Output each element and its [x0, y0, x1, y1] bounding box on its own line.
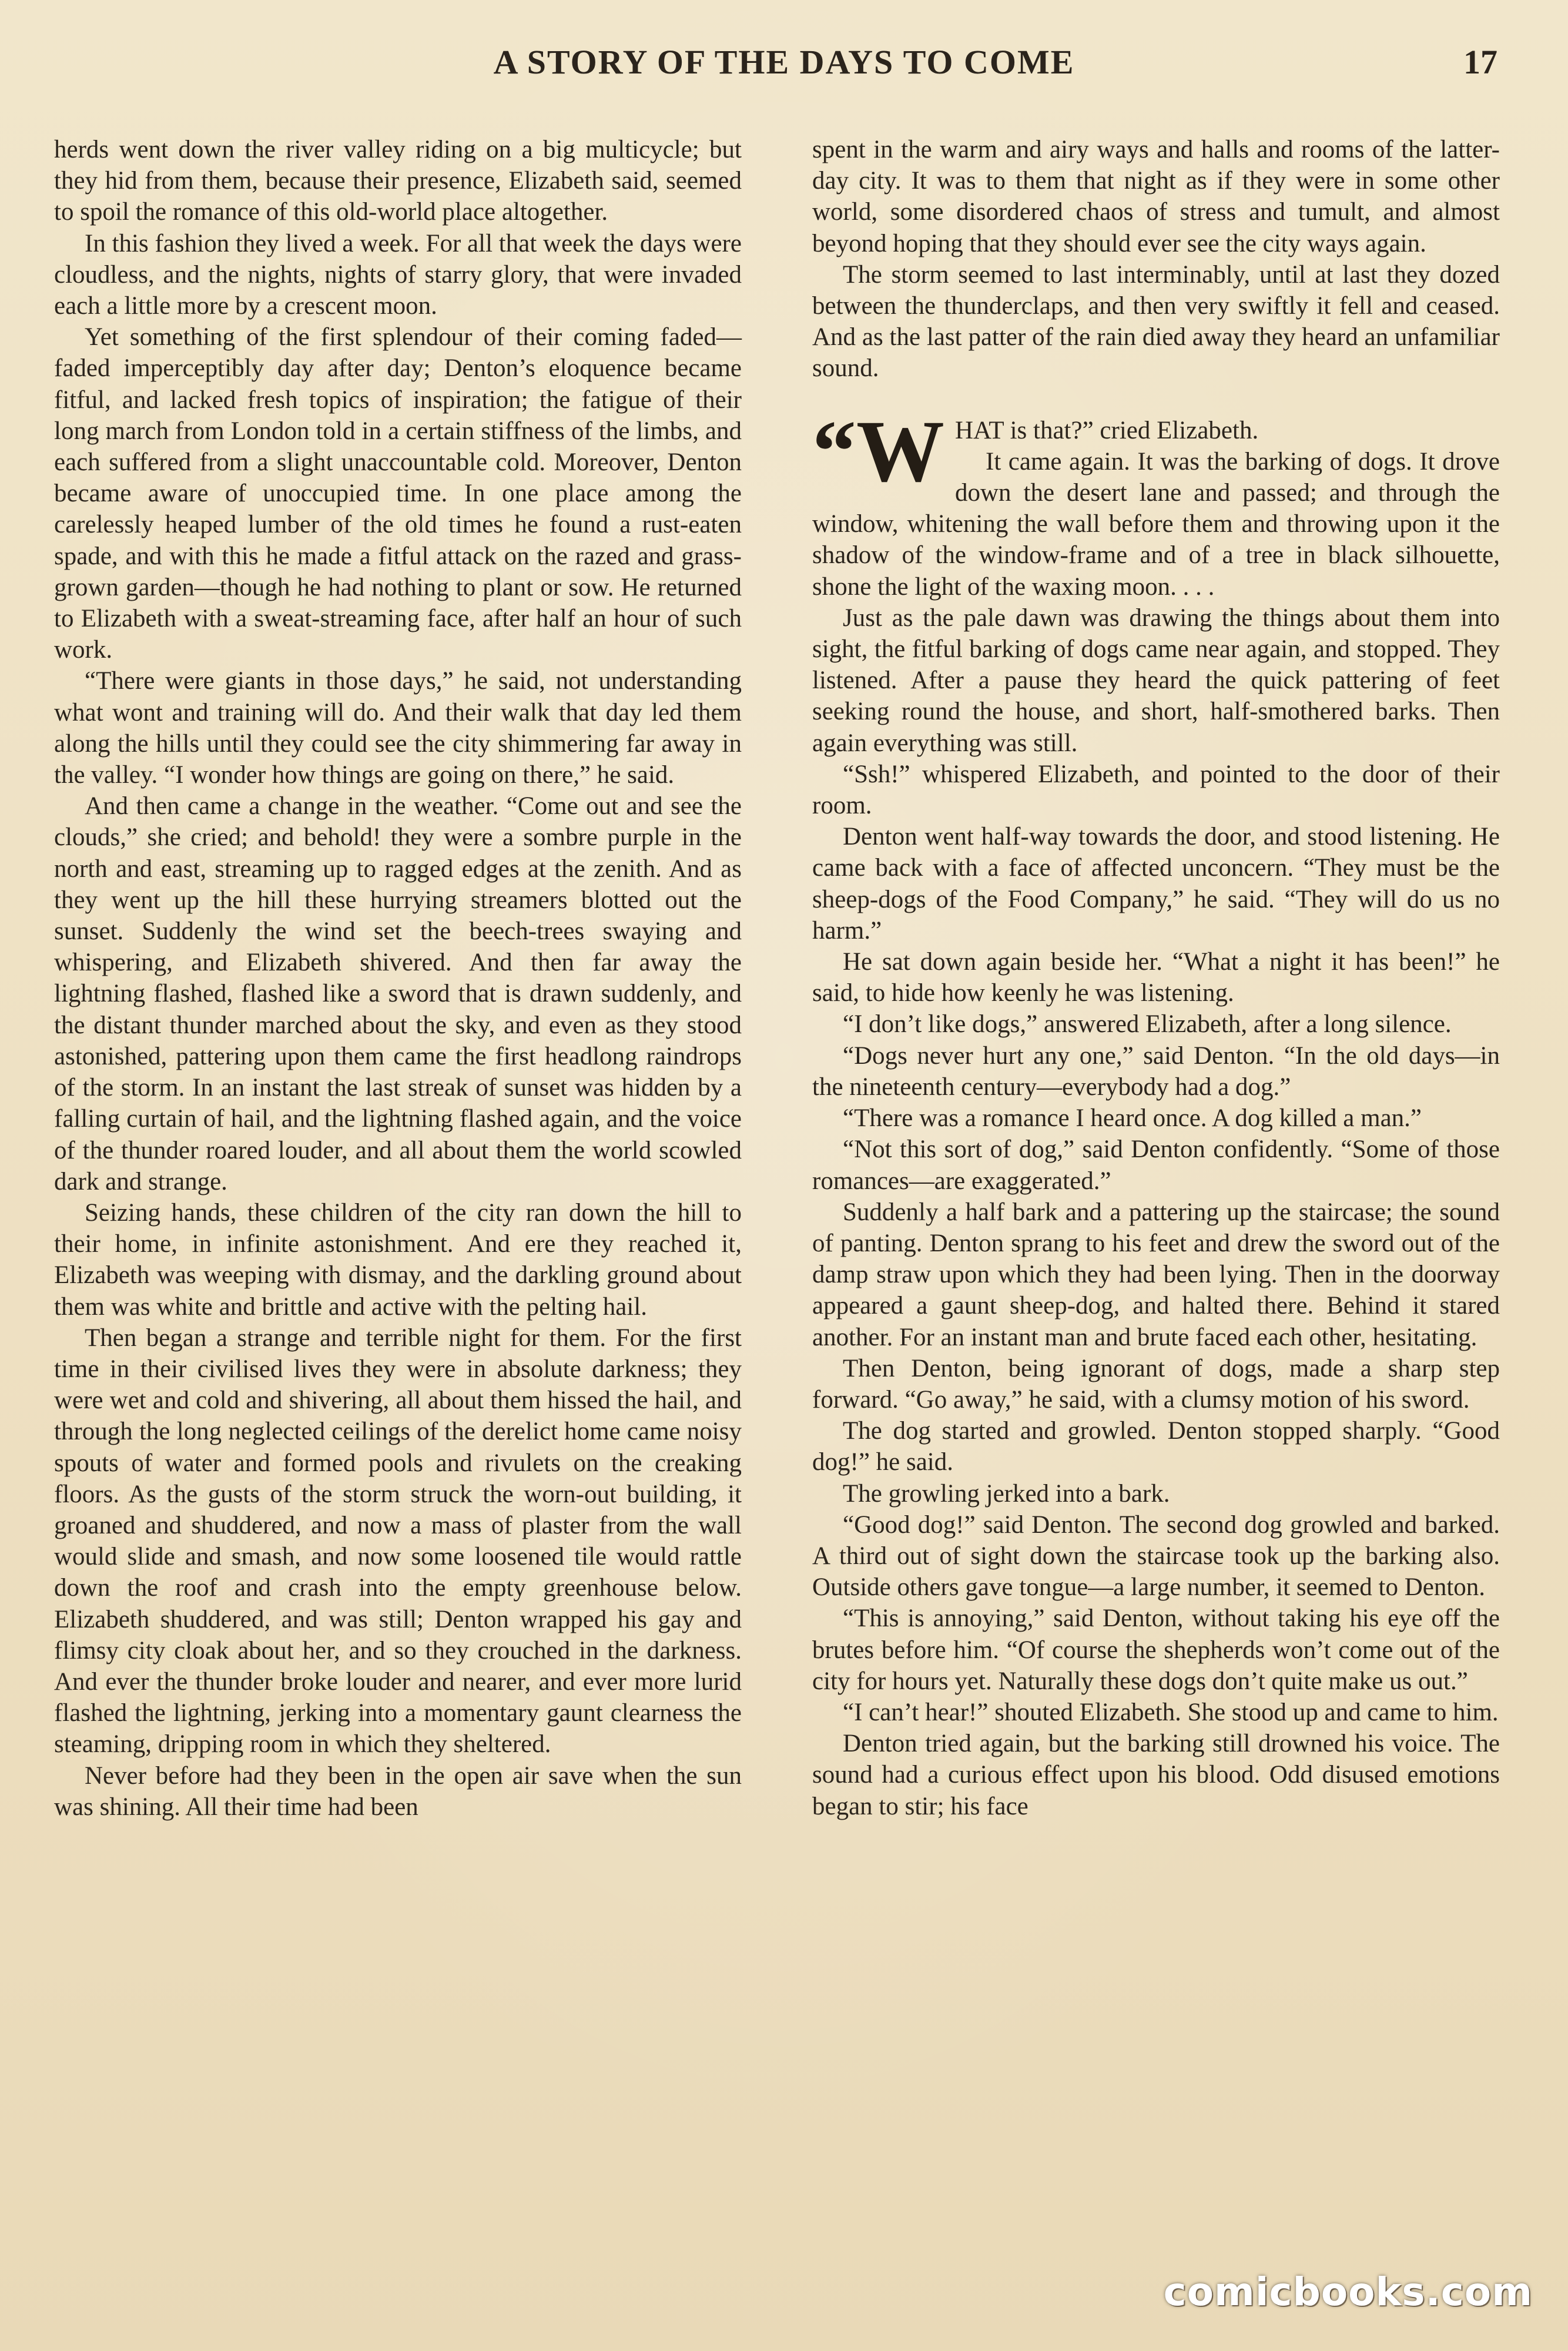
left-column	[54, 134, 742, 1823]
paragraph: Seizing hands, these children of the city ran down the hill to their home, in infinite astonishment. And ere they reached it, Elizabeth was weeping with dismay, and the darkling ground about them was white and brittle and active with the pelting hail.	[54, 1198, 742, 1321]
paragraph: “I don’t like dogs,” answered Elizabeth, after a long silence.	[843, 1010, 1452, 1039]
paragraph: It came again. It was the barking of dogs. It drove down the desert lane and passed; and through the window, whitening the wall before them and throwing upon it the shadow of the window-frame and of a tree in black silhouette, shone the light of the waxing moon. . . .	[812, 447, 1500, 601]
paragraph: Just as the pale dawn was drawing the things about them into sight, the fitful barking of dogs came near again, and stopped. They listened. After a pause they heard the quick pattering of feet seeking round the house, and short, half-smothered barks. Then again everything was still.	[812, 604, 1500, 757]
paragraph: The storm seemed to last interminably, until at last they dozed between the thunderclaps, and then very swiftly it fell and ceased. And as the last patter of the rain died away they heard an unfamiliar sound.	[812, 260, 1500, 383]
section-opening	[812, 402, 1500, 602]
paragraph: Then began a strange and terrible night for them. For the first time in their civilised lives they were in absolute darkness; they were wet and cold and shivering, all about them hissed the hail, and through the long neglected ceilings of the derelict home came noisy spouts of water and formed pools and rivulets on the creaking floors. As the gusts of the storm struck the worn-out building, it groaned and shuddered, and now a mass of plaster from the wall would slide and smash, and now some loosened tile would rattle down the roof and crash into the empty greenhouse below. Elizabeth shuddered, and was still; Denton wrapped his gay and flimsy city cloak about her, and so they crouched in the darkness. And ever the thunder broke louder and nearer, and ever more lurid flashed the lightning, jerking into a momentary gaunt clearness the steaming, dripping room in which they sheltered.	[54, 1324, 742, 1759]
watermark: comicbooks.com	[1163, 2269, 1533, 2315]
paragraph: In this fashion they lived a week. For all that week the days were cloudless, and the nights, nights of starry glory, that were invaded each a little more by a crescent moon.	[54, 229, 742, 320]
paragraph: herds went down the river valley riding on a big multicycle; but they hid from them, because their presence, Elizabeth said, seemed to spoil the romance of this old-world place altogether.	[54, 136, 742, 226]
page-header	[0, 42, 1568, 89]
paragraph: Denton went half-way towards the door, and stood listening. He came back with a face of affected unconcern. “They must be the sheep-dogs of the Food Company,” he said. “They will do us no harm.”	[812, 823, 1500, 945]
paragraph: “I can’t hear!” shouted Elizabeth. She stood up and came to him.	[843, 1698, 1499, 1726]
paragraph: Suddenly a half bark and a pattering up the staircase; the sound of panting. Denton sprang to his feet and drew the sword out of the damp straw upon which they had been lying. Then in the doorway appeared a gaunt sheep-dog, and halted there. Behind it stared another. For an instant man and brute faced each other, hesitating.	[812, 1198, 1500, 1351]
paragraph: Then Denton, being ignorant of dogs, made a sharp step forward. “Go away,” he said, with a clumsy motion of his sword.	[812, 1354, 1500, 1414]
paragraph: And then came a change in the weather. “Come out and see the clouds,” she cried; and behold! they were a sombre purple in the north and east, streaming up to ragged edges at the zenith. And as they went up the hill these hurrying streamers blotted out the sunset. Suddenly the wind set the beech-trees swaying and whispering, and Elizabeth shivered. And then far away the lightning flashed, flashed like a sword that is drawn suddenly, and the distant thunder marched about the sky, and even as they stood astonished, pattering upon them came the first headlong raindrops of the storm. In an instant the last streak of sunset was hidden by a falling curtain of hail, and the lightning flashed again, and the voice of the thunder roared louder, and all about them the world scowled dark and strange.	[54, 792, 742, 1195]
paragraph: “Dogs never hurt any one,” said Denton. “In the old days—in the nineteenth century—everybody had a dog.”	[812, 1041, 1500, 1101]
running-title: A STORY OF THE DAYS TO COME	[493, 43, 1075, 81]
paragraph: “Good dog!” said Denton. The second dog growled and barked. A third out of sight down the staircase took up the barking also. Outside others gave tongue—a large number, it seemed to Denton.	[812, 1511, 1500, 1602]
drop-cap-quote: “	[812, 402, 856, 500]
right-column	[812, 134, 1500, 1822]
paragraph: “There were giants in those days,” he said, not understanding what wont and training will do. And their walk that day led them along the hills until they could see the city shimmering far away in the valley. “I wonder how things are going on there,” he said.	[54, 667, 742, 789]
paragraph: Yet something of the first splendour of their coming faded—faded imperceptibly day after day; Denton’s eloquence became fitful, and lacked fresh topics of inspiration; the fatigue of their long march from London told in a certain stiffness of the limbs, and each suffered from a slight unaccountable cold. Moreover, Denton became aware of unoccupied time. In one place among the carelessly heaped lumber of the old times he found a rust-eaten spade, and with this he made a fitful attack on the razed and grass-grown garden—though he had nothing to plant or sow. He returned to Elizabeth with a sweat-streaming face, after half an hour of such work.	[54, 323, 742, 664]
opening-paragraph	[812, 402, 1500, 500]
paragraph: “There was a romance I heard once. A dog killed a man.”	[843, 1104, 1422, 1133]
opening-line: HAT is that?” cried Elizabeth.	[955, 416, 1259, 444]
paragraph: “Ssh!” whispered Elizabeth, and pointed to the door of their room.	[812, 760, 1500, 820]
page-number: 17	[1463, 43, 1497, 81]
paragraph: “This is annoying,” said Denton, without taking his eye off the brutes before him. “Of course the shepherds won’t come out of the city for hours yet. Naturally these dogs don’t quite make us out.”	[812, 1605, 1500, 1695]
paragraph: “Not this sort of dog,” said Denton confidently. “Some of those romances—are exaggerated.”	[812, 1136, 1500, 1195]
paragraph: The growling jerked into a bark.	[843, 1479, 1170, 1508]
paragraph: spent in the warm and airy ways and halls and rooms of the latter-day city. It was to them that night as if they were in some other world, some disordered chaos of stress and tumult, and almost beyond hoping that they should ever see the city ways again.	[812, 136, 1500, 257]
paragraph: Denton tried again, but the barking still drowned his voice. The sound had a curious effect upon his blood. Odd disused emotions began to stir; his face	[812, 1730, 1500, 1820]
paragraph: He sat down again beside her. “What a night it has been!” he said, to hide how keenly he was listening.	[812, 948, 1500, 1007]
drop-cap	[812, 402, 944, 500]
paragraph: Never before had they been in the open air save when the sun was shining. All their time had been	[54, 1761, 742, 1821]
paragraph: The dog started and growled. Denton stopped sharply. “Good dog!” he said.	[812, 1417, 1500, 1476]
drop-cap-letter: W	[856, 402, 944, 500]
